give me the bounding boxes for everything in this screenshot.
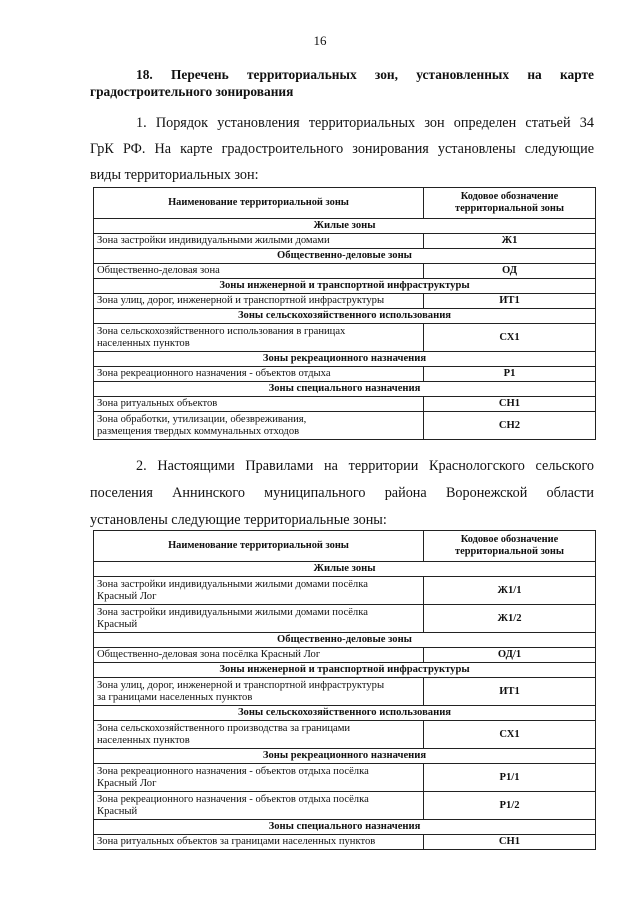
zone-name-cell	[94, 678, 424, 706]
table-row	[94, 792, 596, 820]
zone-code: СН1	[424, 835, 596, 850]
zone-group-title: Зоны сельскохозяйственного использования	[94, 706, 596, 721]
zone-group-title: Жилые зоны	[94, 562, 596, 577]
zone-name-cell	[94, 397, 424, 412]
header-zone-name: Наименование территориальной зоны	[94, 188, 424, 219]
zone-group-row	[94, 633, 596, 648]
zone-group-row	[94, 249, 596, 264]
paragraph-2-line-3: установлены следующие территориальные зоны:	[90, 512, 387, 528]
zone-code: СН2	[424, 412, 596, 440]
zones-table-1	[93, 187, 596, 440]
zone-code: ИТ1	[424, 294, 596, 309]
zone-group-row	[94, 749, 596, 764]
paragraph-1-line-1: 1. Порядок установления территориальных зон определен статьей 34	[136, 115, 594, 131]
zone-group-row	[94, 706, 596, 721]
table-row	[94, 264, 596, 279]
zone-code: Р1/1	[424, 764, 596, 792]
table-row	[94, 835, 596, 850]
table-row	[94, 577, 596, 605]
paragraph-2	[90, 453, 594, 534]
header-zone-code	[424, 531, 596, 562]
zone-group-title: Жилые зоны	[94, 219, 596, 234]
header-code-line-1: Кодовое обозначение	[460, 191, 559, 202]
zone-group-title: Зоны рекреационного назначения	[94, 352, 596, 367]
table-row	[94, 605, 596, 633]
zone-group-row	[94, 663, 596, 678]
paragraph-1-line-3: виды территориальных зон:	[90, 167, 259, 183]
zone-group-row	[94, 820, 596, 835]
zone-group-row	[94, 309, 596, 324]
zone-name: Зона рекреационного назначения - объектов отдыха	[97, 368, 331, 379]
zone-name: Зона застройки индивидуальными жилыми домами посёлка	[97, 578, 368, 590]
zone-code: Р1/2	[424, 792, 596, 820]
page-number: 16	[313, 33, 327, 48]
table-row	[94, 294, 596, 309]
zone-name: Зона ритуальных объектов за границами населенных пунктов	[97, 836, 376, 847]
zone-name: Зона сельскохозяйственного производства за границами	[97, 722, 351, 734]
zone-code: СН1	[424, 397, 596, 412]
zone-code: СХ1	[424, 324, 596, 352]
zones-table-2	[93, 530, 596, 850]
table-header-row	[94, 531, 596, 562]
zone-name-cell	[94, 721, 424, 749]
zone-name-cell	[94, 605, 424, 633]
table-row	[94, 412, 596, 440]
zone-name: Зона улиц, дорог, инженерной и транспортной инфраструктуры	[97, 679, 385, 691]
table-row	[94, 234, 596, 249]
zone-name-cell	[94, 764, 424, 792]
zone-code: Ж1/1	[424, 577, 596, 605]
zone-name: Зона ритуальных объектов	[97, 398, 218, 409]
zone-name-continued: размещения твердых коммунальных отходов	[97, 425, 300, 437]
table-row	[94, 721, 596, 749]
zone-name-continued: за границами населенных пунктов	[97, 691, 253, 703]
zone-code: СХ1	[424, 721, 596, 749]
zone-group-title: Зоны инженерной и транспортной инфраструктуры	[94, 279, 596, 294]
zone-name-cell	[94, 294, 424, 309]
zone-name-cell	[94, 324, 424, 352]
zone-name-cell	[94, 367, 424, 382]
zone-name-cell	[94, 648, 424, 663]
paragraph-2-line-1: 2. Настоящими Правилами на территории Краснологского сельского	[136, 458, 594, 474]
zone-name: Зона рекреационного назначения - объектов отдыха посёлка	[97, 765, 369, 777]
header-code-line-1: Кодовое обозначение	[460, 534, 559, 545]
zone-name: Общественно-деловая зона посёлка Красный Лог	[97, 649, 321, 660]
zone-name-cell	[94, 577, 424, 605]
zone-name-continued: Красный Лог	[97, 777, 157, 789]
table-row	[94, 324, 596, 352]
zone-code: Р1	[424, 367, 596, 382]
zone-group-title: Зоны сельскохозяйственного использования	[94, 309, 596, 324]
table-header-row	[94, 188, 596, 219]
zone-group-row	[94, 382, 596, 397]
table-row	[94, 678, 596, 706]
zone-code: ИТ1	[424, 678, 596, 706]
table-row	[94, 648, 596, 663]
header-zone-code	[424, 188, 596, 219]
zone-group-title: Зоны специального назначения	[94, 820, 596, 835]
zone-group-row	[94, 352, 596, 367]
zone-group-row	[94, 279, 596, 294]
zone-group-row	[94, 219, 596, 234]
section-heading	[90, 66, 594, 100]
zone-name: Зона застройки индивидуальными жилыми домами посёлка	[97, 606, 368, 618]
zone-code: Ж1/2	[424, 605, 596, 633]
zone-name-cell	[94, 792, 424, 820]
header-code-line-2: территориальной зоны	[455, 546, 564, 557]
zone-name: Зона застройки индивидуальными жилыми домами	[97, 235, 330, 246]
zone-name: Общественно-деловая зона	[97, 265, 220, 276]
zone-group-title: Зоны специального назначения	[94, 382, 596, 397]
zone-group-title: Зоны инженерной и транспортной инфраструктуры	[94, 663, 596, 678]
zone-name: Зона рекреационного назначения - объектов отдыха посёлка	[97, 793, 369, 805]
zone-code: Ж1	[424, 234, 596, 249]
zone-name: Зона сельскохозяйственного использования в границах	[97, 325, 346, 337]
table-row	[94, 764, 596, 792]
zone-code: ОД	[424, 264, 596, 279]
zone-group-row	[94, 562, 596, 577]
zone-name-cell	[94, 835, 424, 850]
zone-name: Зона обработки, утилизации, обезвреживания,	[97, 413, 307, 425]
heading-line-1: 18. Перечень территориальных зон, установленных на карте	[136, 67, 594, 82]
zone-name-continued: Красный Лог	[97, 590, 157, 602]
zone-name-cell	[94, 264, 424, 279]
paragraph-1-line-2: ГрК РФ. На карте градостроительного зонирования установлены следующие	[90, 141, 594, 157]
zone-group-title: Общественно-деловые зоны	[94, 633, 596, 648]
heading-line-2: градостроительного зонирования	[90, 84, 294, 99]
header-code-line-2: территориальной зоны	[455, 203, 564, 214]
header-zone-name: Наименование территориальной зоны	[94, 531, 424, 562]
zone-name: Зона улиц, дорог, инженерной и транспортной инфраструктуры	[97, 295, 385, 306]
zone-name-cell	[94, 412, 424, 440]
zone-name-continued: населенных пунктов	[97, 337, 190, 349]
table-row	[94, 397, 596, 412]
paragraph-1	[90, 110, 594, 188]
table-row	[94, 367, 596, 382]
zone-code: ОД/1	[424, 648, 596, 663]
zone-name-continued: Красный	[97, 805, 138, 817]
zone-name-continued: населенных пунктов	[97, 734, 190, 746]
zone-group-title: Общественно-деловые зоны	[94, 249, 596, 264]
zone-name-continued: Красный	[97, 618, 138, 630]
zone-group-title: Зоны рекреационного назначения	[94, 749, 596, 764]
paragraph-2-line-2: поселения Аннинского муниципального района Воронежской области	[90, 485, 594, 501]
zone-name-cell	[94, 234, 424, 249]
